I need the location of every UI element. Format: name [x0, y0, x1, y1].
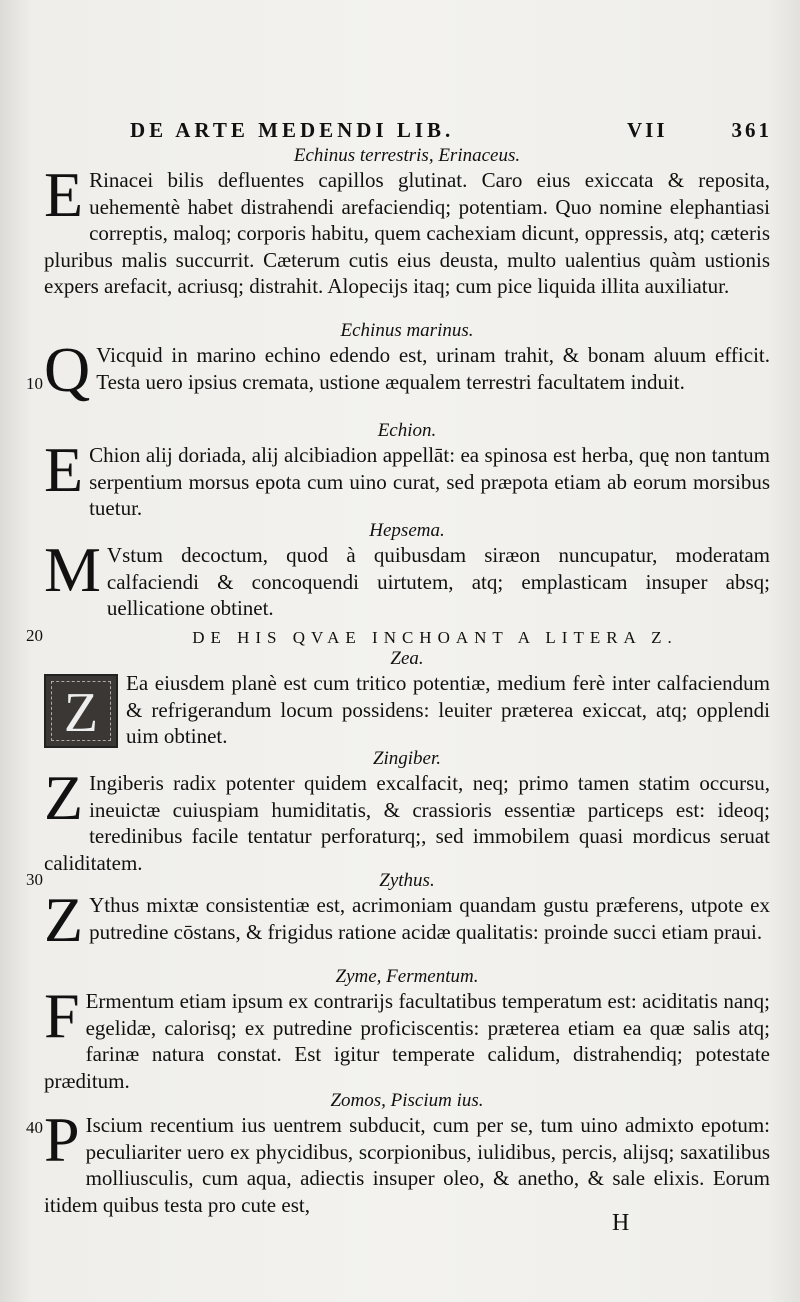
line-number: 30: [26, 870, 43, 889]
entry-body: [44, 434, 770, 522]
entry-body: [44, 884, 770, 955]
entry-body: [44, 980, 770, 1094]
entry-heading: Zomos, Piscium ius.: [330, 1090, 484, 1111]
entry-heading: Zingiber.: [372, 748, 442, 769]
entry-text: Iscium recentium ius uentrem subducit, cum per se, tum uino admixto epotum: peculiariter uero ex phycidibus, scorpionibus, iulidibus, percis, alijsq; saxatilibus molliusculis, cum aqua, adiectis insuper oleo, & anetho, & sale elixis. Eorum itidem quibus testa pro cute est,: [44, 1113, 770, 1217]
drop-cap: F: [44, 980, 80, 1051]
entry-zythus: [44, 870, 770, 955]
entry-echinus-marinus: [44, 320, 770, 405]
entry-body: [44, 534, 770, 622]
entry-heading: Echinus terrestris, Erinaceus.: [293, 145, 521, 166]
drop-cap: E: [44, 434, 84, 505]
running-header: [130, 118, 772, 143]
line-number: 40: [26, 1118, 43, 1137]
entry-zingiber: [44, 748, 770, 876]
line-number: 20: [26, 626, 43, 645]
entry-body: [44, 159, 770, 300]
entry-body: [44, 762, 770, 876]
entry-heading: Zythus.: [379, 870, 435, 891]
entry-heading: Echinus marinus.: [340, 320, 474, 341]
entry-text: Rinacei bilis defluentes capillos glutinat. Caro eius exiccata & reposita, uehementè habet distrahendi arefaciendiq; potentiam. Quo nomine elephantiasi correptis, maloq; corporis habitu, quem cachexiam dicunt, oppressis, atq; cæteris pluribus malis succurrit. Cæterum cutis eius deusta, multo ualentius quàm ustionis expers arefacit, acriusq; distrahit. Alopecijs itaq; cum pice liquida illita auxiliatur.: [44, 168, 770, 298]
entry-text: Ermentum etiam ipsum ex contrarijs facultatibus temperatum est: aciditatis nanq; egelidæ, calorisq; ex putredine proficiscentis: præterea etiam ea quæ salis atq; farinæ natura constat. Est igitur temperate calidum, distrahendiq; potestate præditum.: [44, 989, 770, 1093]
page-number: 361: [731, 118, 772, 142]
entry-hepsema: [44, 520, 770, 622]
entry-text: Chion alij doriada, alij alcibiadion appellāt: ea spinosa est herba, quę non tantum serpentium morsus epota cum uino curat, sed præpota etiam ab eorum morsibus tuetur.: [89, 443, 770, 520]
entry-text: Vstum decoctum, quod à quibusdam siræon nuncupatur, moderatam calfaciendi & concoquendi uirtutem, atq; emplasticam insuper absq; uellicatione obtinet.: [106, 543, 770, 620]
drop-cap: M: [44, 534, 101, 605]
entry-text: Ea eiusdem planè est cum tritico potentiæ, medium ferè inter calfaciendum & refrigerandum locum possidens: leuiter præterea exiccat, atq; opplendi uim obtinet.: [126, 671, 770, 748]
entry-heading: Zea.: [390, 648, 424, 669]
signature-mark: H: [612, 1210, 630, 1236]
entry-body: [44, 670, 770, 750]
entry-zea: [44, 648, 770, 750]
drop-cap: P: [44, 1104, 80, 1175]
entry-heading: Echion.: [377, 420, 437, 441]
entry-heading: Hepsema.: [369, 520, 445, 541]
entry-zyme: [44, 966, 770, 1094]
running-title: DE ARTE MEDENDI LIB.: [130, 118, 455, 142]
entry-text: Vicquid in marino echino edendo est, urinam trahit, & bonam aluum efficit. Testa uero ipsius cremata, ustione æqualem terrestri facultatem induit.: [96, 343, 770, 394]
drop-cap: Z: [44, 884, 84, 955]
entry-text: Ythus mixtæ consistentiæ est, acrimoniam quandam gustu præferens, utpote ex putredine cōstans, & frigidus ratione acidæ qualitatis: proinde succi etiam praui.: [89, 893, 770, 944]
ornate-initial: Z: [44, 674, 118, 748]
entry-body: [44, 1104, 770, 1218]
drop-cap: Q: [44, 334, 91, 405]
drop-cap: Z: [44, 762, 84, 833]
section-title: DE HIS QVAE INCHOANT A LITERA Z.: [192, 628, 678, 647]
drop-cap: E: [44, 159, 84, 230]
entry-zomos: [44, 1090, 770, 1218]
entry-text: Ingiberis radix potenter quidem excalfacit, neq; primo tamen statim occursu, ineuictæ cuiuspiam humiditatis, & crassioris essentiæ particeps est: ideoq; teredinibus facile tentatur perforaturq;, sed immobilem quasi mordicus seruat caliditatem.: [44, 771, 770, 875]
entry-echinus-terrestris: [44, 145, 770, 300]
entry-heading: Zyme, Fermentum.: [335, 966, 479, 987]
entry-body: [44, 334, 770, 405]
entry-echion: [44, 420, 770, 522]
line-number: 10: [26, 374, 43, 393]
chapter-number: VII: [626, 118, 668, 142]
